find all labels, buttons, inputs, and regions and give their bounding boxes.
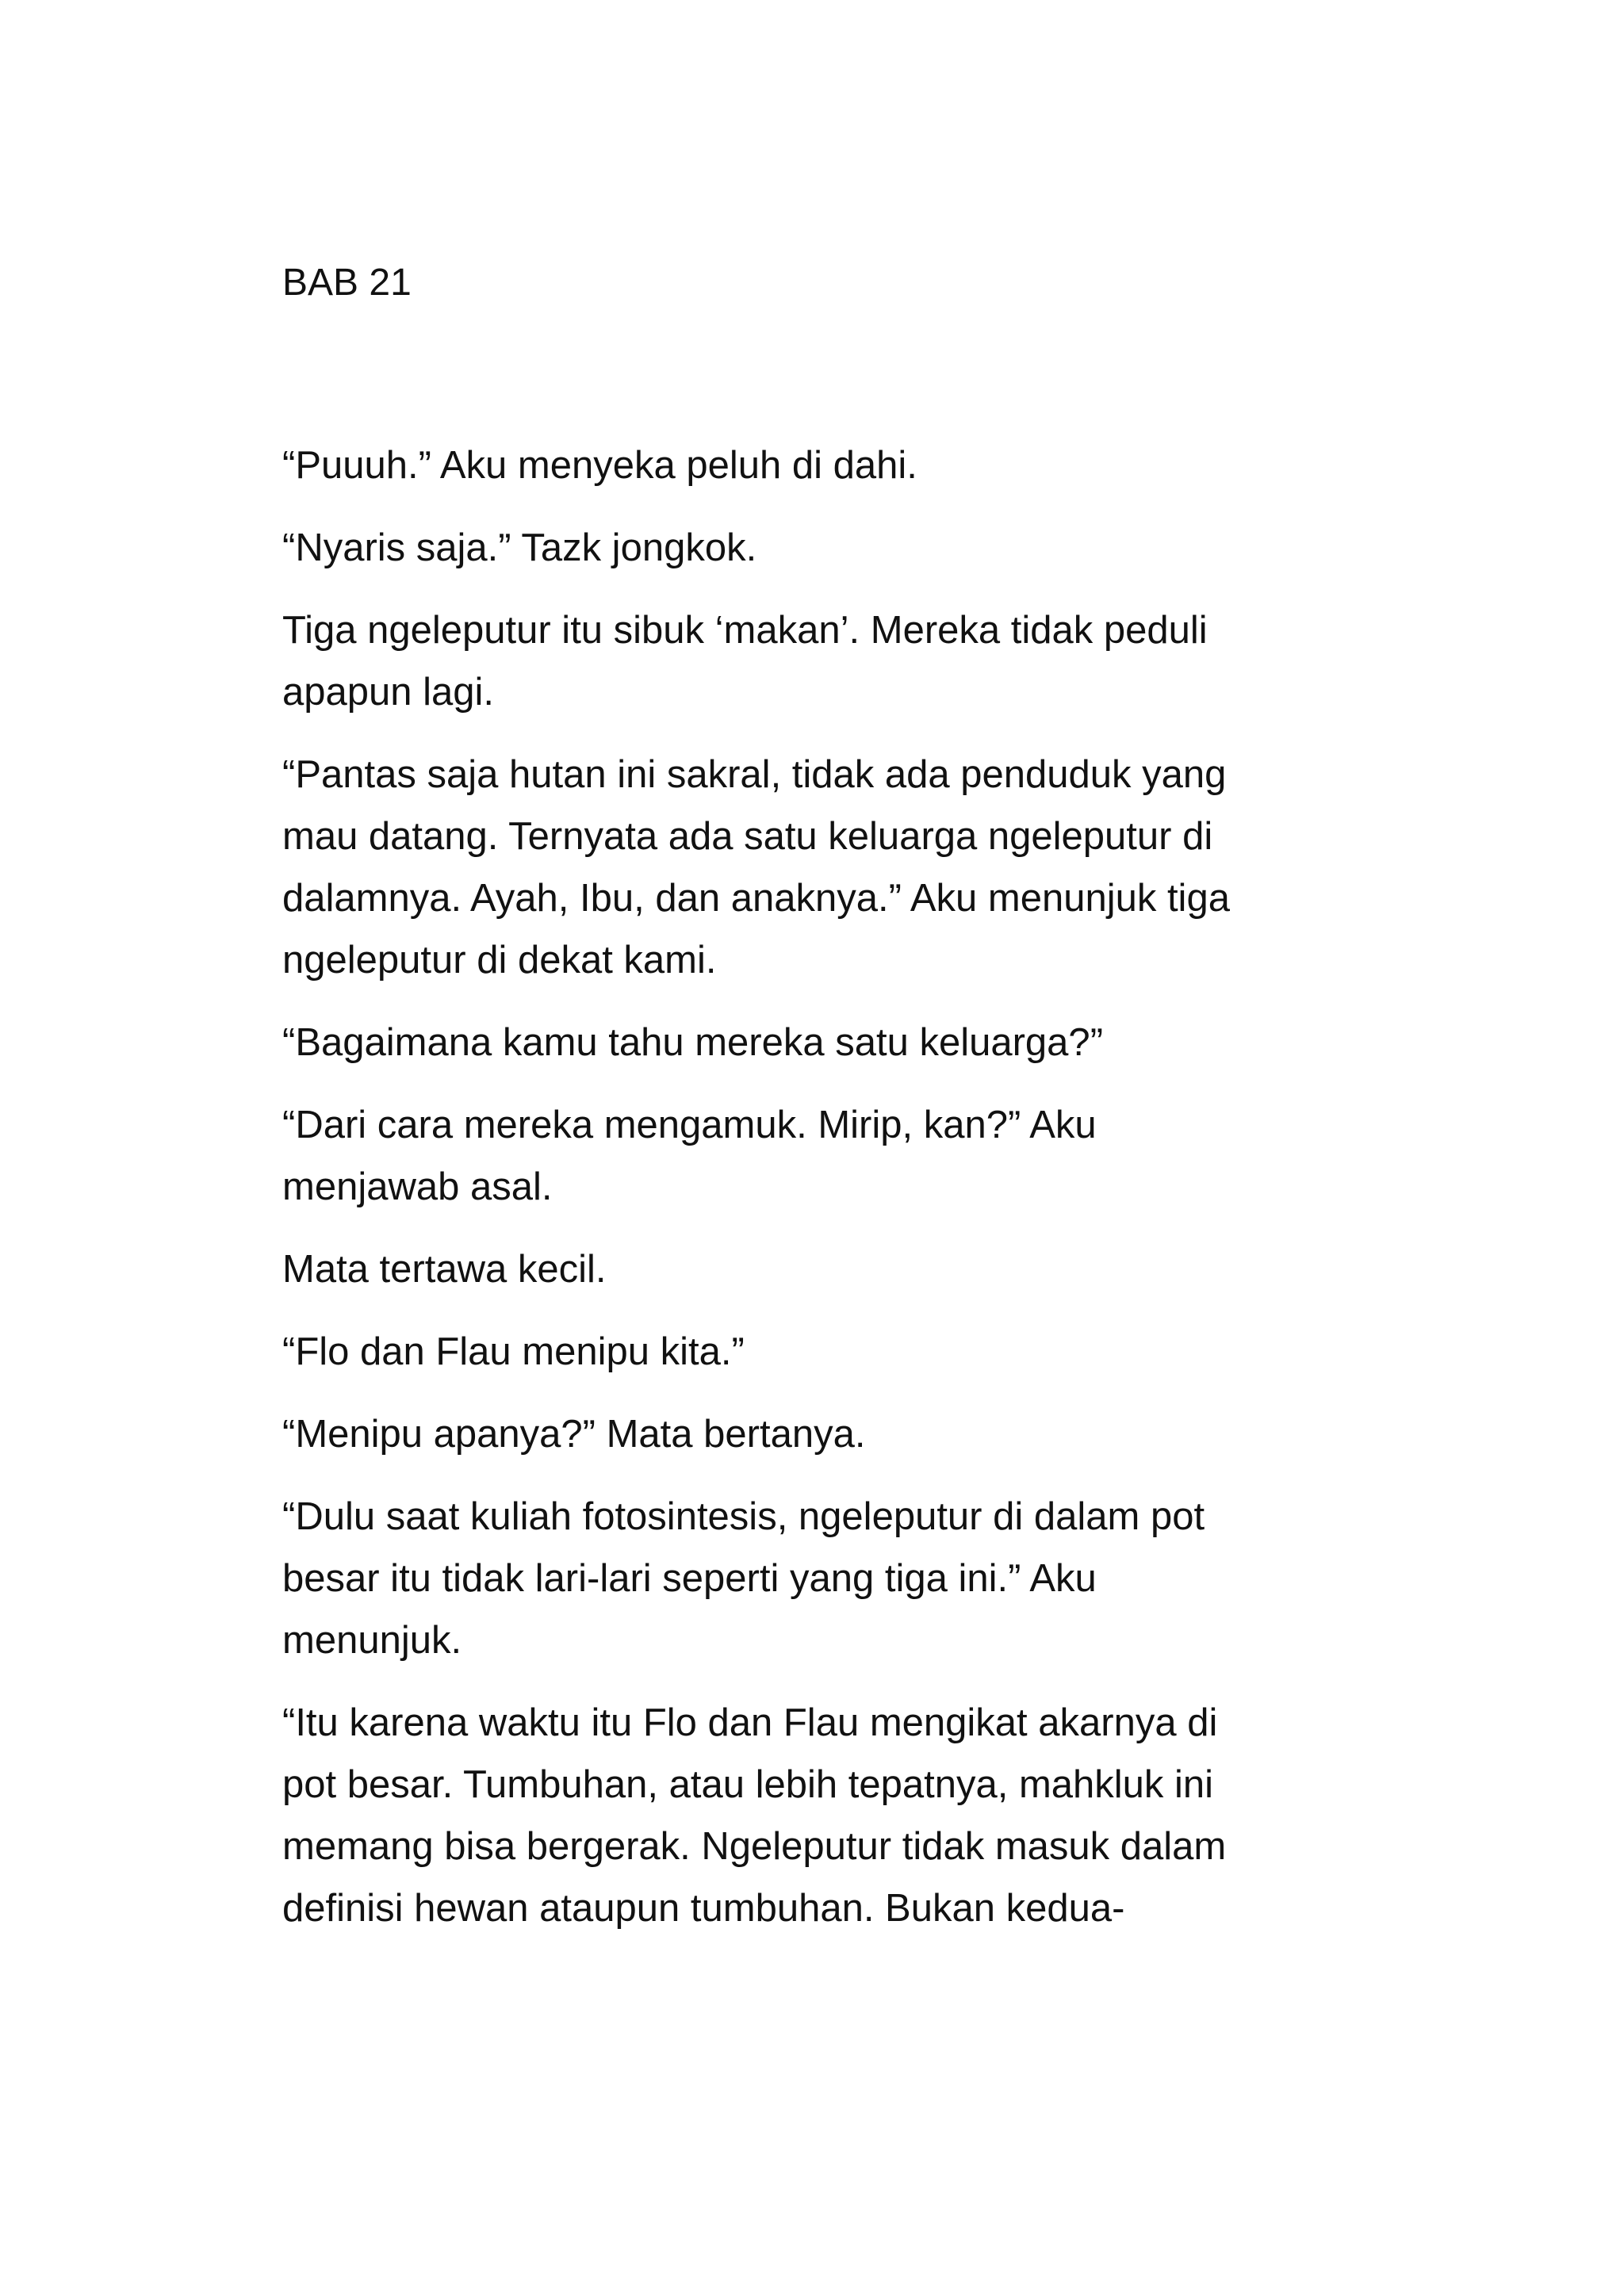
text-line: “Itu karena waktu itu Flo dan Flau mengikat akarnya di <box>282 1701 1218 1744</box>
text-line: besar itu tidak lari-lari seperti yang tiga ini.” Aku <box>282 1557 1097 1600</box>
chapter-title: BAB 21 <box>282 262 412 304</box>
text-line: apapun lagi. <box>282 671 495 714</box>
text-line: “Flo dan Flau menipu kita.” <box>282 1330 745 1373</box>
text-line: “Bagaimana kamu tahu mereka satu keluarga?” <box>282 1021 1104 1064</box>
text-line: “Dari cara mereka mengamuk. Mirip, kan?” Aku <box>282 1104 1097 1146</box>
paragraph <box>282 1238 1361 1300</box>
text-line: Mata tertawa kecil. <box>282 1248 607 1291</box>
paragraph <box>282 599 1361 723</box>
paragraph <box>282 434 1361 496</box>
paragraph <box>282 744 1361 991</box>
body-text <box>282 434 1361 1960</box>
text-line: “Pantas saja hutan ini sakral, tidak ada penduduk yang <box>282 753 1227 796</box>
text-line: menjawab asal. <box>282 1165 553 1208</box>
paragraph <box>282 1692 1361 1939</box>
paragraph <box>282 1321 1361 1383</box>
text-line: mau datang. Ternyata ada satu keluarga ngeleputur di <box>282 815 1213 858</box>
text-line: pot besar. Tumbuhan, atau lebih tepatnya, mahkluk ini <box>282 1763 1214 1806</box>
text-line: memang bisa bergerak. Ngeleputur tidak masuk dalam <box>282 1825 1227 1868</box>
paragraph <box>282 1094 1361 1218</box>
text-line: Tiga ngeleputur itu sibuk ‘makan’. Mereka tidak peduli <box>282 609 1208 652</box>
text-line: dalamnya. Ayah, Ibu, dan anaknya.” Aku menunjuk tiga <box>282 877 1230 920</box>
text-line: “Menipu apanya?” Mata bertanya. <box>282 1413 866 1456</box>
text-line: menunjuk. <box>282 1619 462 1662</box>
text-line: definisi hewan ataupun tumbuhan. Bukan kedua- <box>282 1887 1125 1930</box>
text-line: ngeleputur di dekat kami. <box>282 939 717 982</box>
text-line: “Nyaris saja.” Tazk jongkok. <box>282 526 757 569</box>
text-line: “Puuuh.” Aku menyeka peluh di dahi. <box>282 444 917 487</box>
paragraph <box>282 1012 1361 1073</box>
text-line: “Dulu saat kuliah fotosintesis, ngeleputur di dalam pot <box>282 1495 1205 1538</box>
paragraph <box>282 1486 1361 1671</box>
paragraph <box>282 517 1361 579</box>
paragraph <box>282 1403 1361 1465</box>
